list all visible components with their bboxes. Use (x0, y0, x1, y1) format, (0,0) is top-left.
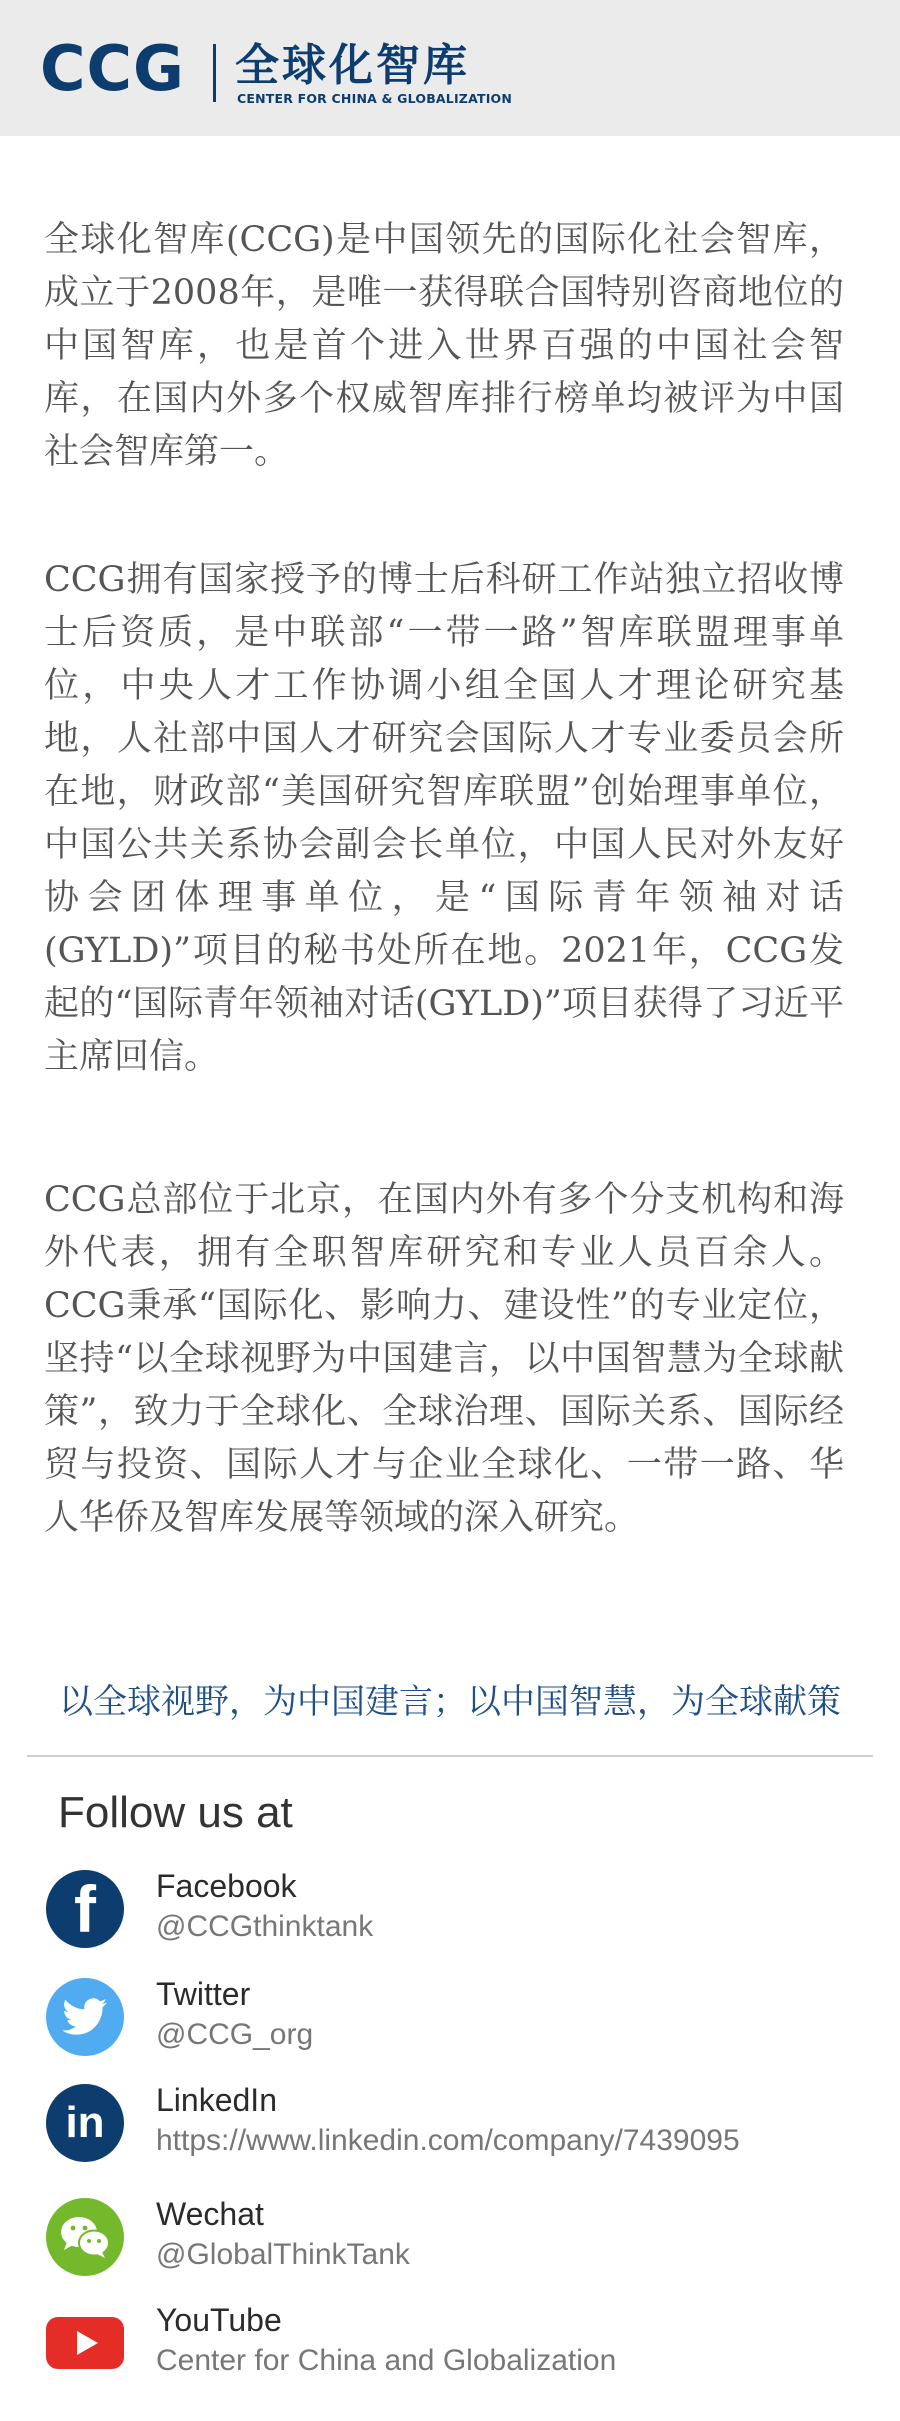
intro-paragraph: 全球化智库(CCG)是中国领先的国际化社会智库，成立于2008年，是唯一获得联合国特别咨商地位的中国智库，也是首个进入世界百强的中国社会智库，在国内外多个权威智库排行榜单均被评为中国社会智库第一。 (44, 220, 844, 472)
social-handle[interactable]: @CCG_org (156, 2018, 314, 2051)
social-item-twitter[interactable] (46, 1972, 866, 2062)
social-name: Facebook (156, 1868, 297, 1904)
social-item-linkedin[interactable] (46, 2078, 866, 2168)
social-handle[interactable]: Center for China and Globalization (156, 2344, 617, 2377)
social-handle[interactable]: https://www.linkedin.com/company/7439095 (156, 2124, 740, 2157)
twitter-icon[interactable] (46, 1978, 124, 2056)
follow-title: Follow us at (58, 1788, 293, 1837)
social-handle[interactable]: @CCGthinktank (156, 1910, 374, 1943)
social-item-facebook[interactable] (46, 1864, 866, 1954)
social-name: YouTube (156, 2302, 282, 2338)
wechat-icon[interactable] (46, 2198, 124, 2276)
social-name: LinkedIn (156, 2082, 277, 2118)
section-divider (27, 1755, 873, 1757)
linkedin-icon[interactable]: in (46, 2084, 124, 2162)
social-item-youtube[interactable] (46, 2298, 866, 2388)
social-name: Twitter (156, 1976, 251, 2012)
logo-english-name: CENTER FOR CHINA & GLOBALIZATION (237, 91, 513, 106)
logo-chinese-name: 全球化智库 (235, 40, 470, 91)
social-name: Wechat (156, 2196, 264, 2232)
facebook-icon[interactable]: f (46, 1870, 124, 1948)
headquarters-paragraph: CCG总部位于北京，在国内外有多个分支机构和海外代表，拥有全职智库研究和专业人员百余人。CCG秉承“国际化、影响力、建设性”的专业定位，坚持“以全球视野为中国建言，以中国智慧为全球献策”，致力于全球化、全球治理、国际关系、国际经贸与投资、国际人才与企业全球化、一带一路、华人华侨及智库发展等领域的深入研究。 (44, 1180, 844, 1538)
youtube-icon[interactable] (46, 2304, 124, 2382)
social-handle[interactable]: @GlobalThinkTank (156, 2238, 410, 2271)
logo-ccg-text: CCG (40, 32, 185, 105)
header (0, 0, 900, 136)
social-item-wechat[interactable] (46, 2192, 866, 2282)
credentials-paragraph: CCG拥有国家授予的博士后科研工作站独立招收博士后资质，是中联部“一带一路”智库联盟理事单位，中央人才工作协调小组全国人才理论研究基地，人社部中国人才研究会国际人才专业委员会所在地，财政部“美国研究智库联盟”创始理事单位，中国公共关系协会副会长单位，中国人民对外友好协会团体理事单位，是“国际青年领袖对话(GYLD)”项目的秘书处所在地。2021年，CCG发起的“国际青年领袖对话(GYLD)”项目获得了习近平主席回信。 (44, 560, 844, 1077)
logo-divider (213, 44, 216, 102)
slogan: 以全球视野，为中国建言；以中国智慧，为全球献策 (59, 1682, 841, 1722)
